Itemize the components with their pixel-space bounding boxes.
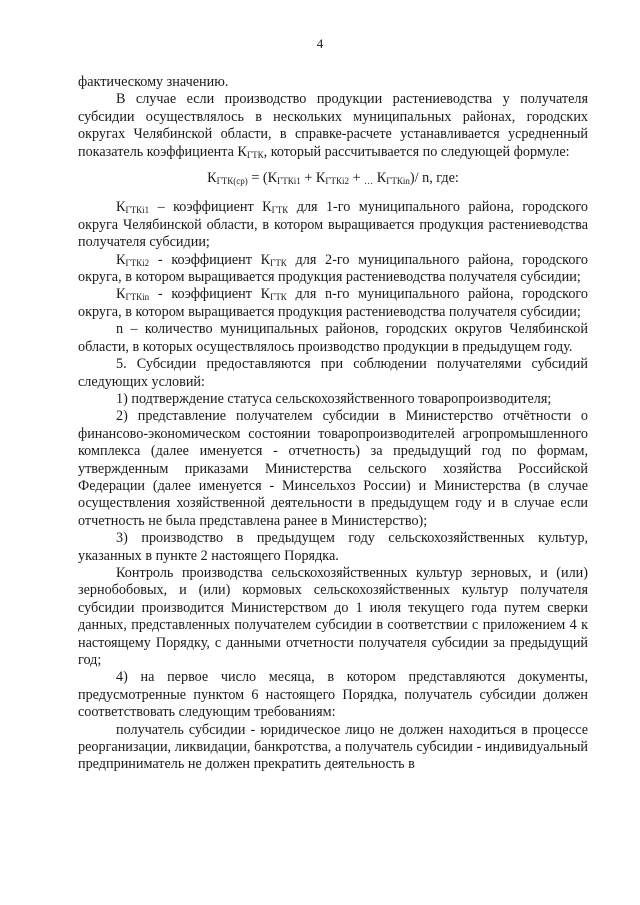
definition-k1 — [78, 199, 588, 251]
subscript: ГТК — [270, 292, 287, 303]
definition-n: n – количество муниципальных районов, городских округов Челябинской области, в которых осуществлялось производство продукции в предыдущем году. — [78, 321, 588, 355]
definition-kn — [78, 286, 588, 321]
control-paragraph: Контроль производства сельскохозяйственных культур зерновых, и (или) зернобобовых, и (или) кормовых сельскохозяйственных культур получателя субсидии производится Министерством до 1 июля текущего года путем сверки данных, представленных получателем субсидии в соответствии с приложением 4 к настоящему Порядку, с данными отчетности получателя субсидии за предыдущий год; — [78, 564, 588, 668]
definition-text: - коэффициент К — [149, 251, 271, 268]
subscript: ГТК — [246, 149, 264, 160]
clause-5-intro: 5. Субсидии предоставляются при соблюдении получателями субсидий следующих условий: — [78, 356, 588, 390]
definition-symbol: К — [116, 286, 126, 303]
document-body — [78, 74, 588, 774]
formula-subscript: ГТКi1 — [277, 176, 301, 187]
paragraph-average-coefficient — [78, 91, 588, 161]
formula-symbol: К — [373, 170, 387, 187]
definition-text: для 2-го муниципального района, городского округа, в котором выращивается продукция растениеводства получателя субсидии; — [78, 251, 588, 286]
formula-symbol: + К — [300, 170, 326, 187]
page-number: 4 — [316, 36, 324, 51]
paragraph-text: В случае если производство продукции растениеводства у получателя субсидии осуществлялось в нескольких муниципальных районах, городских округах Челябинской области, в справке-расчете устанавливается усредненный показатель коэффициента К — [78, 91, 588, 160]
formula-subscript: ГТК(ср) — [216, 176, 248, 187]
definition-symbol: К — [116, 199, 126, 216]
subscript: ГТКin — [125, 292, 150, 303]
subscript: ГТК — [270, 257, 287, 268]
subscript: ГТКi1 — [125, 205, 150, 216]
definition-symbol: К — [116, 251, 126, 268]
paragraph-continuation: фактическому значению. — [78, 74, 229, 90]
formula-symbol: )/ n, где: — [409, 170, 459, 187]
formula-subscript: ГТКi2 — [325, 176, 350, 187]
formula — [78, 170, 588, 187]
definition-text: – коэффициент К — [149, 199, 272, 216]
formula-symbol: + — [349, 170, 365, 187]
condition-1: 1) подтверждение статуса сельскохозяйственного товаропроизводителя; — [116, 390, 552, 407]
requirement-legal-entity: получатель субсидии - юридическое лицо не должен находиться в процессе реорганизации, ликвидации, банкротства, а получатель субсидии - индивидуальный предприниматель не должен прекратить деятельность в — [78, 721, 588, 773]
condition-3: 3) производство в предыдущем году сельскохозяйственных культур, указанных в пункте 2 настоящего Порядка. — [78, 530, 588, 564]
definition-text: для 1-го муниципального района, городского округа Челябинской области, в котором выращивается продукция растениеводства получателя субсидии; — [78, 199, 588, 251]
subscript: ГТКi2 — [125, 257, 150, 268]
condition-2: 2) представление получателем субсидии в Министерство отчётности о финансово-экономическом состоянии товаропроизводителей агропромышленного комплекса (далее именуется - отчетность) за предыдущий год по формам, утвержденным приказами Министерства сельского хозяйства Российской Федерации (далее именуется - Минсельхоз России) и Министерства (в случае осуществления хозяйственной деятельности в предыдущем году и в случае если отчетность не была представлена ранее в Министерство); — [78, 408, 588, 529]
definition-k2 — [78, 252, 588, 287]
subscript: ГТК — [271, 205, 289, 216]
formula-symbol: = (К — [247, 170, 278, 187]
condition-4: 4) на первое число месяца, в котором представляются документы, предусмотренные пунктом 6 настоящего Порядка, получатель субсидии должен соответствовать следующим требованиям: — [78, 669, 588, 721]
definition-text: - коэффициент К — [149, 286, 271, 303]
paragraph-text: , который рассчитывается по следующей формуле: — [263, 143, 570, 160]
definition-text: для n-го муниципального района, городского округа, в котором выращивается продукция растениеводства получателя субсидии; — [78, 286, 588, 320]
formula-symbol: К — [207, 170, 217, 187]
formula-subscript: ГТКin — [386, 176, 410, 187]
formula-subscript: … — [364, 176, 374, 187]
